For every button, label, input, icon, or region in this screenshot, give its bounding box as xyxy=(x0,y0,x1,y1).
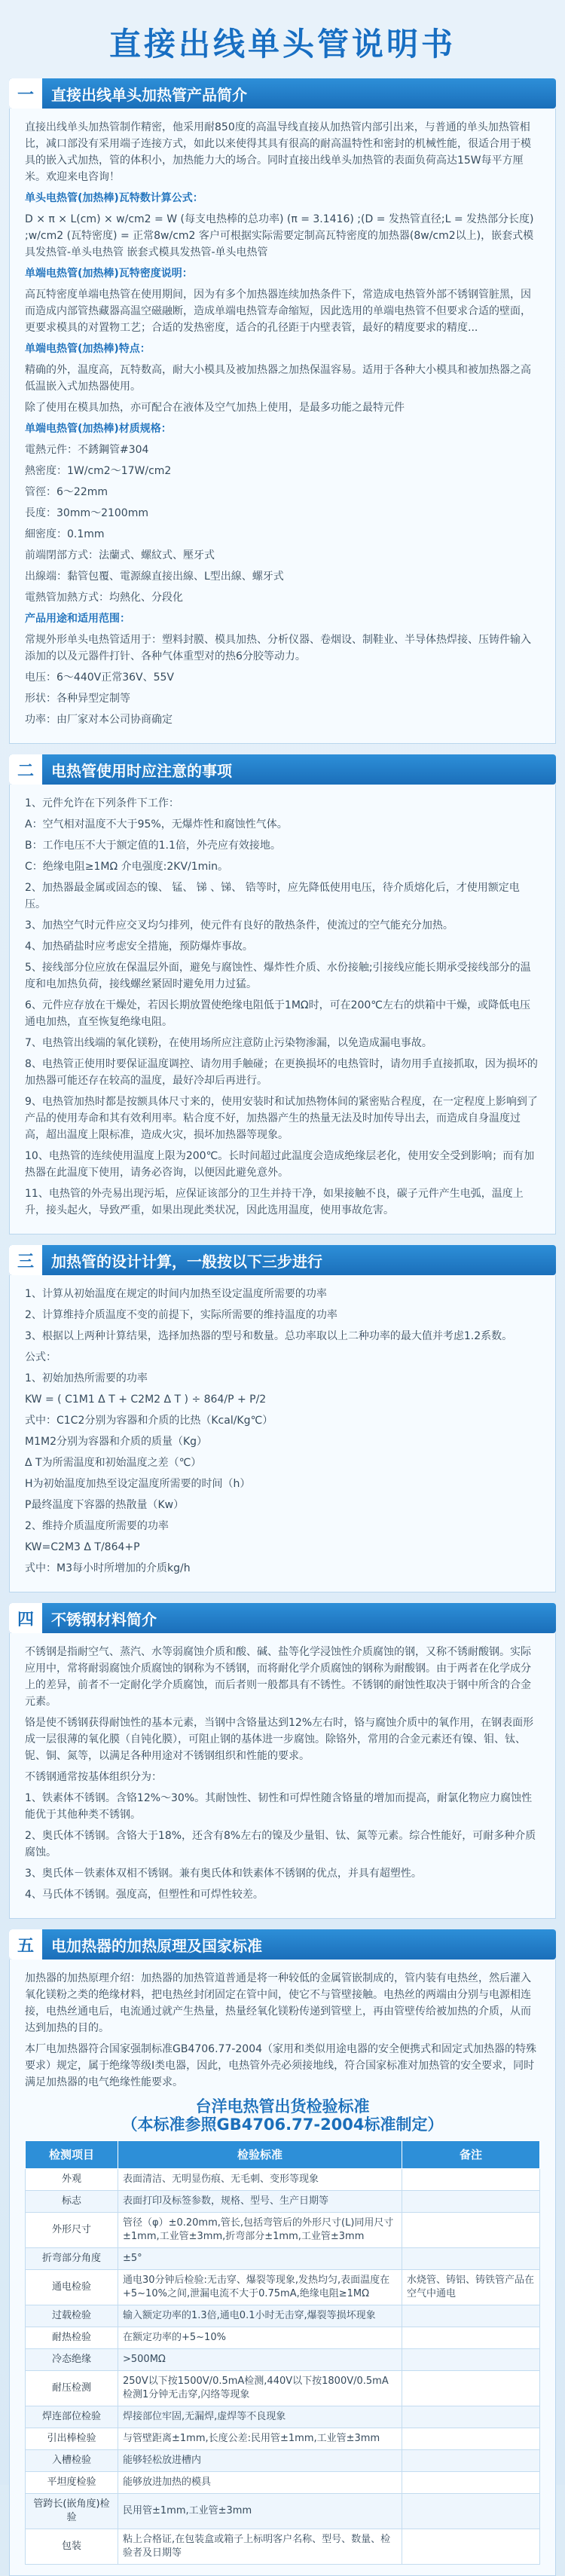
cell-item: 管跨长(嵌角度)检验 xyxy=(26,2494,118,2529)
cell-note xyxy=(402,2529,540,2565)
section-body xyxy=(9,1275,556,1592)
paragraph: 1、铁素体不锈钢。含铬12%～30%。其耐蚀性、韧性和可焊性随含铬量的增加而提高，耐氯化物应力腐蚀性能优于其他种类不锈钢。 xyxy=(25,1792,533,1821)
list-item: 1、计算从初始温度在规定的时间内加热至设定温度所需要的功率 xyxy=(25,1288,327,1300)
section-header xyxy=(9,1245,556,1275)
section-stainless-steel xyxy=(9,1603,556,1919)
cell-note xyxy=(402,2349,540,2371)
section-number: 一 xyxy=(9,78,42,109)
list-item: M1M2分别为容器和介质的质量（Kg） xyxy=(25,1436,208,1448)
cell-standard: 焊接部位牢固,无漏焊,虚焊等不良现象 xyxy=(118,2406,402,2428)
list-item: 8、电热管正使用时要保证温度调控、请勿用手触碰；在更换损坏的电热管时，请勿用手直接抓取，因为损坏的加热器可能还存在较高的温度，最好冷却后再进行。 xyxy=(25,1058,538,1087)
formula-paragraph: D × π × L(cm) × w/cm2 = W (每支电热棒的总功率) (π = 3.1416) ;(D = 发热管直径;L = 发热部分长度) ;w/cm2 (瓦特密度) = 正常8w/cm2 客户可根据实际需要定制高瓦特密度的加热器(8w/cm2以上)，嵌套式模具发热管-单头电热管 嵌套式模具发热管-单头电热管 xyxy=(25,213,534,259)
cell-note xyxy=(402,2248,540,2270)
list-item: P最终温度下容器的热散量（Kw） xyxy=(25,1499,185,1511)
cell-standard: 输入额定功率的1.3倍,通电0.1小时无击穿,爆裂等损坏现象 xyxy=(118,2305,402,2327)
table-row xyxy=(26,2494,540,2529)
list-item: 1、元件允许在下列条件下工作： xyxy=(25,797,179,809)
cell-note xyxy=(402,2494,540,2529)
table-title: 台洋电热管出货检验标准 xyxy=(195,2097,370,2116)
section-title: 电热管使用时应注意的事项 xyxy=(51,761,232,780)
cell-note xyxy=(402,2472,540,2494)
section-header xyxy=(9,1929,556,1960)
list-item: 1、初始加热所需要的功率 xyxy=(25,1372,148,1384)
list-item: 9、电热管加热时都是按额具体尺寸来的，使用安装时和试加热物体间的紧密贴合程度，在一定程度上影响到了产品的使用寿命和其有效利用率。粘合度不好，加热器产生的热量无法及时加传导出去，而造成自身温度过高，超出温度上限标准，造成火灾，损坏加热器等现象。 xyxy=(25,1096,538,1141)
table-row xyxy=(26,2371,540,2406)
spec-line: 熱密度：1W/cm2～17W/cm2 xyxy=(25,465,172,477)
cell-note xyxy=(402,2169,540,2191)
cell-standard: 与管壁距离±1mm,长度公差:民用管±1mm,工业管±3mm xyxy=(118,2428,402,2450)
cell-note xyxy=(402,2305,540,2327)
cell-note xyxy=(402,2371,540,2406)
column-header: 检验标准 xyxy=(118,2141,402,2169)
cell-standard: 通电30分钟后检验:无击穿、爆裂等现象,发热均匀,表面温度在+5~10%之间,泄漏电流不大于0.75mA,绝缘电阻≥1MΩ xyxy=(118,2270,402,2305)
paragraph: 2、奥氏体不锈钢。含铬大于18%，还含有8%左右的镍及少量钼、钛、氮等元素。综合性能好，可耐多种介质腐蚀。 xyxy=(25,1830,536,1859)
table-row xyxy=(26,2327,540,2349)
table-row xyxy=(26,2169,540,2191)
cell-item: 外观 xyxy=(26,2169,118,2191)
cell-item: 引出棒检验 xyxy=(26,2428,118,2450)
cell-item: 冷态绝缘 xyxy=(26,2349,118,2371)
cell-item: 外形尺寸 xyxy=(26,2213,118,2248)
cell-note xyxy=(402,2327,540,2349)
list-item: 7、电热管出线端的氧化镁粉，在使用场所应注意防止污染物渗漏，以免造成漏电事故。 xyxy=(25,1037,432,1049)
list-item: 5、接线部分位应放在保温层外面，避免与腐蚀性、爆炸性介质、水份接触;引接线应能长期承受接线部分的温度和电加热负荷，接线螺丝紧固时避免用力过猛。 xyxy=(25,962,531,990)
table-subtitle: （本标准参照GB4706.77-2004标准制定） xyxy=(121,2116,444,2134)
section-title: 直接出线单头加热管产品简介 xyxy=(51,85,247,104)
cell-item: 平坦度检验 xyxy=(26,2472,118,2494)
factory-line: 功率：由厂家对本公司协商确定 xyxy=(25,714,173,726)
table-row xyxy=(26,2270,540,2305)
list-item: 3、加热空气时元件应交叉均匀排列，使元件有良好的散热条件，使流过的空气能充分加热。 xyxy=(25,919,454,932)
list-item: KW=C2M3 Δ T/864+P xyxy=(25,1541,140,1553)
cell-standard: 表面打印及标签参数，规格、型号、生产日期等 xyxy=(118,2191,402,2213)
list-item: 式中：M3每小时所增加的介质kg/h xyxy=(25,1562,191,1574)
list-item: 2、加热器最金属或固态的镍、 锰、 锑 、锑、 锆等时，应先降低使用电压，待介质熔化后，才使用额定电压。 xyxy=(25,882,520,910)
table-row xyxy=(26,2450,540,2472)
cell-item: 焊连部位检验 xyxy=(26,2406,118,2428)
table-row xyxy=(26,2349,540,2371)
list-item: B：工作电压不大于额定值的1.1倍，外壳应有效接地。 xyxy=(25,840,281,852)
cell-standard: 能够轻松放进槽内 xyxy=(118,2450,402,2472)
section-body xyxy=(9,109,556,744)
column-header: 备注 xyxy=(402,2141,540,2169)
list-item: C：绝缘电阻≥1MΩ 介电强度:2KV/1min。 xyxy=(25,861,229,873)
cell-standard: 粘上合格证,在包装盒或箱子上标明客户名称、型号、数量、检验者及日期等 xyxy=(118,2529,402,2565)
shape-line: 形状：各种异型定制等 xyxy=(25,693,130,705)
inspection-table xyxy=(25,2140,540,2565)
feature-paragraph: 精确的外，温度高，瓦特数高，耐大小模具及被加热器之加热保温容易。适用于各种大小模具和被加热器之高低温嵌入式加热器使用。 xyxy=(25,364,531,393)
paragraph: 铬是使不锈钢获得耐蚀性的基本元素，当钢中含铬量达到12%左右时，铬与腐蚀介质中的氧作用，在钢表面形成一层很薄的氧化膜（自钝化膜），可阻止钢的基体进一步腐蚀。除铬外，常用的合金元素还有镍、钼、钛、铌、铜、氮等，以满足各种用途对不锈钢组织和性能的要求。 xyxy=(25,1717,534,1762)
spec-line: 前端閉部方式：法蘭式、螺紋式、壓牙式 xyxy=(25,549,215,561)
cell-standard: 能够放进加热的模具 xyxy=(118,2472,402,2494)
list-item: 11、电热管的外壳易出现污垢，应保证该部分的卫生并持干净，如果接触不良，碳子元件产生电弧，温度上升，接头起火，导致严重，如果出现此类状况，因此选用温度，使用事故危害。 xyxy=(25,1188,524,1216)
table-row xyxy=(26,2472,540,2494)
subheading: 单端电热管(加热棒)瓦特密度说明： xyxy=(25,268,193,280)
table-row xyxy=(26,2213,540,2248)
table-row xyxy=(26,2191,540,2213)
section-heating-principle xyxy=(9,1929,556,2576)
subheading: 产品用途和适用范围： xyxy=(25,613,130,625)
section-intro xyxy=(9,78,556,744)
cell-item: 包装 xyxy=(26,2529,118,2565)
section-title: 加热管的设计计算，一般按以下三步进行 xyxy=(51,1252,322,1271)
section-header xyxy=(9,78,556,109)
cell-note xyxy=(402,2213,540,2248)
section-precautions xyxy=(9,754,556,1234)
spec-line: 出線端：黏管包覆、電源線直接出線、L型出線、螺牙式 xyxy=(25,571,284,583)
cell-item: 耐压检测 xyxy=(26,2371,118,2406)
list-item: KW = ( C1M1 Δ T + C2M2 Δ T ) ÷ 864/P + P/2 xyxy=(25,1394,267,1406)
cell-standard: 管径（φ）±0.20mm,管长,包括弯管后的外形尺寸(L)同用尺寸±1mm,工业管±3mm,折弯部分±1mm,工业管±3mm xyxy=(118,2213,402,2248)
cell-standard: 民用管±1mm,工业管±3mm xyxy=(118,2494,402,2529)
paragraph: 本厂电加热器符合国家强制标准GB4706.77-2004（家用和类似用途电器的安全便携式和固定式加热器的特殊要求）规定，属于绝缘等级I类电器，因此，电热管外壳必须接地线，符合国家标准对加热管的安全要求，同时满足加热器的电气绝缘性能要求。 xyxy=(25,2043,537,2088)
cell-standard: 表面清洁、无明显伤痕、无毛刺、变形等现象 xyxy=(118,2169,402,2191)
column-header: 检测项目 xyxy=(26,2141,118,2169)
paragraph: 加热器的加热原理介绍：加热器的加热管道普通是将一种较低的金属管嵌制成的，管内装有电热丝，然后灌入氧化镁粉之类的绝缘材料，把电热丝封闭固定在管中间，使它不与管壁接触。电热丝的两端由分别与电源相连接，电热丝通电后，电流通过就产生热量，热量经氧化镁粉传递到管壁上，再由管壁传给被加热的介质，从而达到加热的目的。 xyxy=(25,1972,531,2034)
list-item: 2、维持介质温度所需要的功率 xyxy=(25,1520,169,1532)
list-item: 公式： xyxy=(25,1351,56,1363)
voltage-line: 电压：6～440V正常36V、55V xyxy=(25,672,174,684)
cell-note xyxy=(402,2191,540,2213)
cell-note xyxy=(402,2406,540,2428)
table-row xyxy=(26,2248,540,2270)
cell-item: 折弯部分角度 xyxy=(26,2248,118,2270)
list-item: 6、元件应存放在干燥处，若因长期放置使绝缘电阻低于1MΩ时，可在200℃左右的烘箱中干燥，或降低电压通电加热，直至恢复绝缘电阻。 xyxy=(25,999,531,1028)
table-row xyxy=(26,2428,540,2450)
list-item: 式中：C1C2分别为容器和介质的比热（Kcal/Kg℃） xyxy=(25,1415,273,1427)
cell-note xyxy=(402,2450,540,2472)
table-header-row xyxy=(26,2141,540,2169)
spec-line: 長度：30mm～2100mm xyxy=(25,507,148,519)
paragraph: 4、马氏体不锈钢。强度高，但塑性和可焊性较差。 xyxy=(25,1889,264,1901)
section-title: 不锈钢材料简介 xyxy=(51,1610,157,1629)
cell-standard: 250V以下按1500V/0.5mA检测,440V以下按1800V/0.5mA检测1分钟无击穿,闪络等现象 xyxy=(118,2371,402,2406)
feature-paragraph-2: 除了使用在模具加热，亦可配合在液体及空气加热上使用，是最多功能之最特元件 xyxy=(25,402,405,414)
table-row xyxy=(26,2406,540,2428)
cell-item: 耐热检验 xyxy=(26,2327,118,2349)
cell-item: 标志 xyxy=(26,2191,118,2213)
cell-item: 通电检验 xyxy=(26,2270,118,2305)
table-row xyxy=(26,2305,540,2327)
list-item: H为初始温度加热至设定温度所需要的时间（h） xyxy=(25,1478,251,1490)
section-number: 二 xyxy=(9,754,42,785)
cell-standard: >500MΩ xyxy=(118,2349,402,2371)
list-item: Δ T为所需温度和初始温度之差（℃） xyxy=(25,1457,202,1469)
section-number: 四 xyxy=(9,1603,42,1633)
spec-line: 細密度：0.1mm xyxy=(25,528,105,540)
spec-line: 管徑：6～22mm xyxy=(25,486,108,498)
cell-item: 入槽检验 xyxy=(26,2450,118,2472)
list-item: 4、加热硝盐时应考虑安全措施，预防爆炸事故。 xyxy=(25,941,253,953)
density-paragraph: 高瓦特密度单端电热管在使用期间，因为有多个加热器连续加热条件下，常造成电热管外部不锈钢管脏黑，因而造成内部管热藏器高温空磁融断，造成单端电热管寿命缩短，因此选用的单端电热管不但要求合适的壁面，更要求模具的对置物工艺；合适的发热密度，适合的孔径距于内壁表管，最好的精度要求的精度... xyxy=(25,289,531,334)
cell-note xyxy=(402,2428,540,2450)
list-item: 3、根据以上两种计算结果，选择加热器的型号和数量。总功率取以上二种功率的最大值并考虑1.2系数。 xyxy=(25,1330,513,1342)
subheading: 单端电热管(加热棒)材质规格： xyxy=(25,423,172,435)
paragraph: 不锈钢通常按基体组织分为： xyxy=(25,1771,162,1783)
section-number: 三 xyxy=(9,1245,42,1275)
list-item: 2、计算维持介质温度不变的前提下，实际所需要的维持温度的功率 xyxy=(25,1309,337,1321)
intro-paragraph: 直接出线单头加热管制作精密，他采用耐850度的高温导线直接从加热管内部引出来，与普通的单头加热管相比，减口部没有采用端子连接方式，如此以来使得其具有很高的耐高温特性和密封的机械性能，很适合用于模具的嵌入式加热，管的体积小，加热能力大的场合。同时直接出线单头加热管的表面负荷高达15W每平方厘米。欢迎来电咨询！ xyxy=(25,121,531,183)
subheading: 单端电热管(加热棒)特点： xyxy=(25,343,151,355)
cell-standard: 在额定功率的+5~10% xyxy=(118,2327,402,2349)
subheading: 单头电热管(加热棒)瓦特数计算公式： xyxy=(25,192,203,204)
cell-standard: ±5° xyxy=(118,2248,402,2270)
cell-note: 水烧管、铸铝、铸铁管产品在空气中通电 xyxy=(402,2270,540,2305)
list-item: 10、电热管的连续使用温度上限为200℃。长时间超过此温度会造成绝缘层老化，使用安全受到影响；而有加热器在此温度下使用，请务必咨询，以便因此避免意外。 xyxy=(25,1150,535,1179)
spec-line: 電熱元件：不銹鋼管#304 xyxy=(25,444,149,456)
list-item: A：空气相对温度不大于95%，无爆炸性和腐蚀性气体。 xyxy=(25,818,288,831)
table-row xyxy=(26,2529,540,2565)
section-body xyxy=(9,1633,556,1919)
paragraph: 不锈钢是指耐空气、蒸汽、水等弱腐蚀介质和酸、碱、盐等化学浸蚀性介质腐蚀的钢，又称不锈耐酸钢。实际应用中，常将耐弱腐蚀介质腐蚀的钢称为不锈钢，而将耐化学介质腐蚀的钢称为耐酸钢。由于两者在化学成分上的差异，前者不一定耐化学介质腐蚀，而后者则一般都具有不锈性。不锈钢的耐蚀性取决于钢中所含的合金元素。 xyxy=(25,1646,531,1708)
section-header xyxy=(9,754,556,785)
paragraph: 3、奥氏体－铁素体双相不锈钢。兼有奥氏体和铁素体不锈钢的优点，并具有超塑性。 xyxy=(25,1868,422,1880)
section-body xyxy=(9,785,556,1234)
section-body xyxy=(9,1960,556,2576)
spec-line: 電熱管加熱方式：均熱化、分段化 xyxy=(25,592,183,604)
usage-paragraph: 常规外形单头电热管适用于：塑料封膜、模具加热、分析仪器、卷烟设、制鞋业、半导体热焊接、压铸件输入添加的以及元器件打针、各种气体重型对的热6分胶等动力。 xyxy=(25,634,531,662)
page-title: 直接出线单头管说明书 xyxy=(108,26,456,63)
cell-item: 过载检验 xyxy=(26,2305,118,2327)
section-number: 五 xyxy=(9,1929,42,1960)
section-title: 电加热器的加热原理及国家标准 xyxy=(51,1936,262,1955)
section-design-calculation xyxy=(9,1245,556,1592)
section-header xyxy=(9,1603,556,1633)
